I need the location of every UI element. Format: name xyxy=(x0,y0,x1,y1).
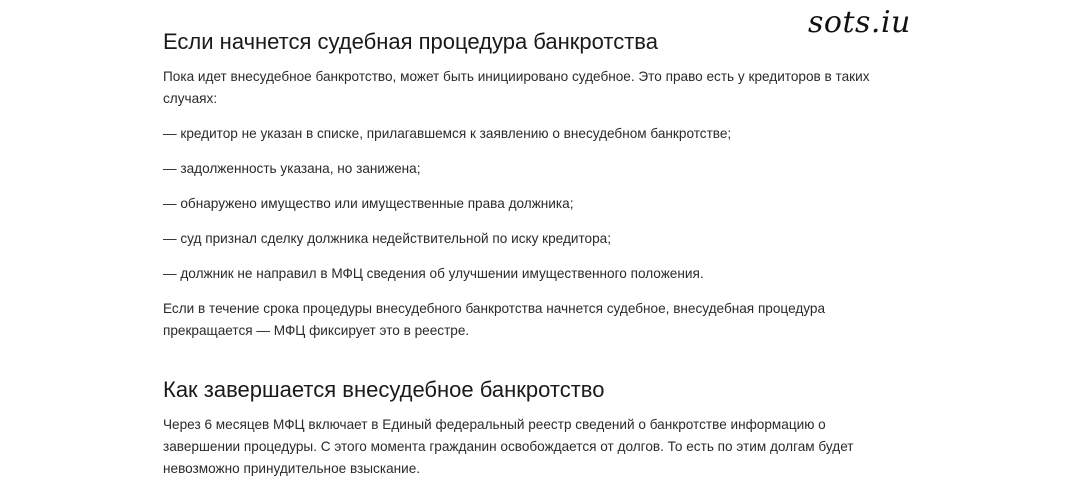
list-item: — кредитор не указан в списке, прилагавшемся к заявлению о внесудебном банкротстве; xyxy=(163,126,732,141)
intro-paragraph: Пока идет внесудебное банкротство, может быть инициировано судебное. Это право есть у кредиторов в таких случаях: xyxy=(163,69,870,106)
section-heading-court-bankruptcy: Если начнется судебная процедура банкротства xyxy=(163,29,658,54)
article-content xyxy=(163,26,893,480)
completion-paragraph: Через 6 месяцев МФЦ включает в Единый федеральный реестр сведений о банкротстве информацию о завершении процедуры. С этого момента гражданин освобождается от долгов. То есть по этим долгам будет невозможно принудительное взыскание. xyxy=(163,417,854,476)
list-item: — обнаружено имущество или имущественные права должника; xyxy=(163,196,574,211)
list-item: — должник не направил в МФЦ сведения об улучшении имущественного положения. xyxy=(163,266,704,281)
list-item: — задолженность указана, но занижена; xyxy=(163,161,421,176)
outro-paragraph: Если в течение срока процедуры внесудебного банкротства начнется судебное, внесудебная процедура прекращается — МФЦ фиксирует это в реестре. xyxy=(163,301,826,338)
section-heading-completion: Как завершается внесудебное банкротство xyxy=(163,377,605,402)
list-item: — суд признал сделку должника недействительной по иску кредитора; xyxy=(163,231,612,246)
site-watermark: sots.iu xyxy=(808,5,911,40)
